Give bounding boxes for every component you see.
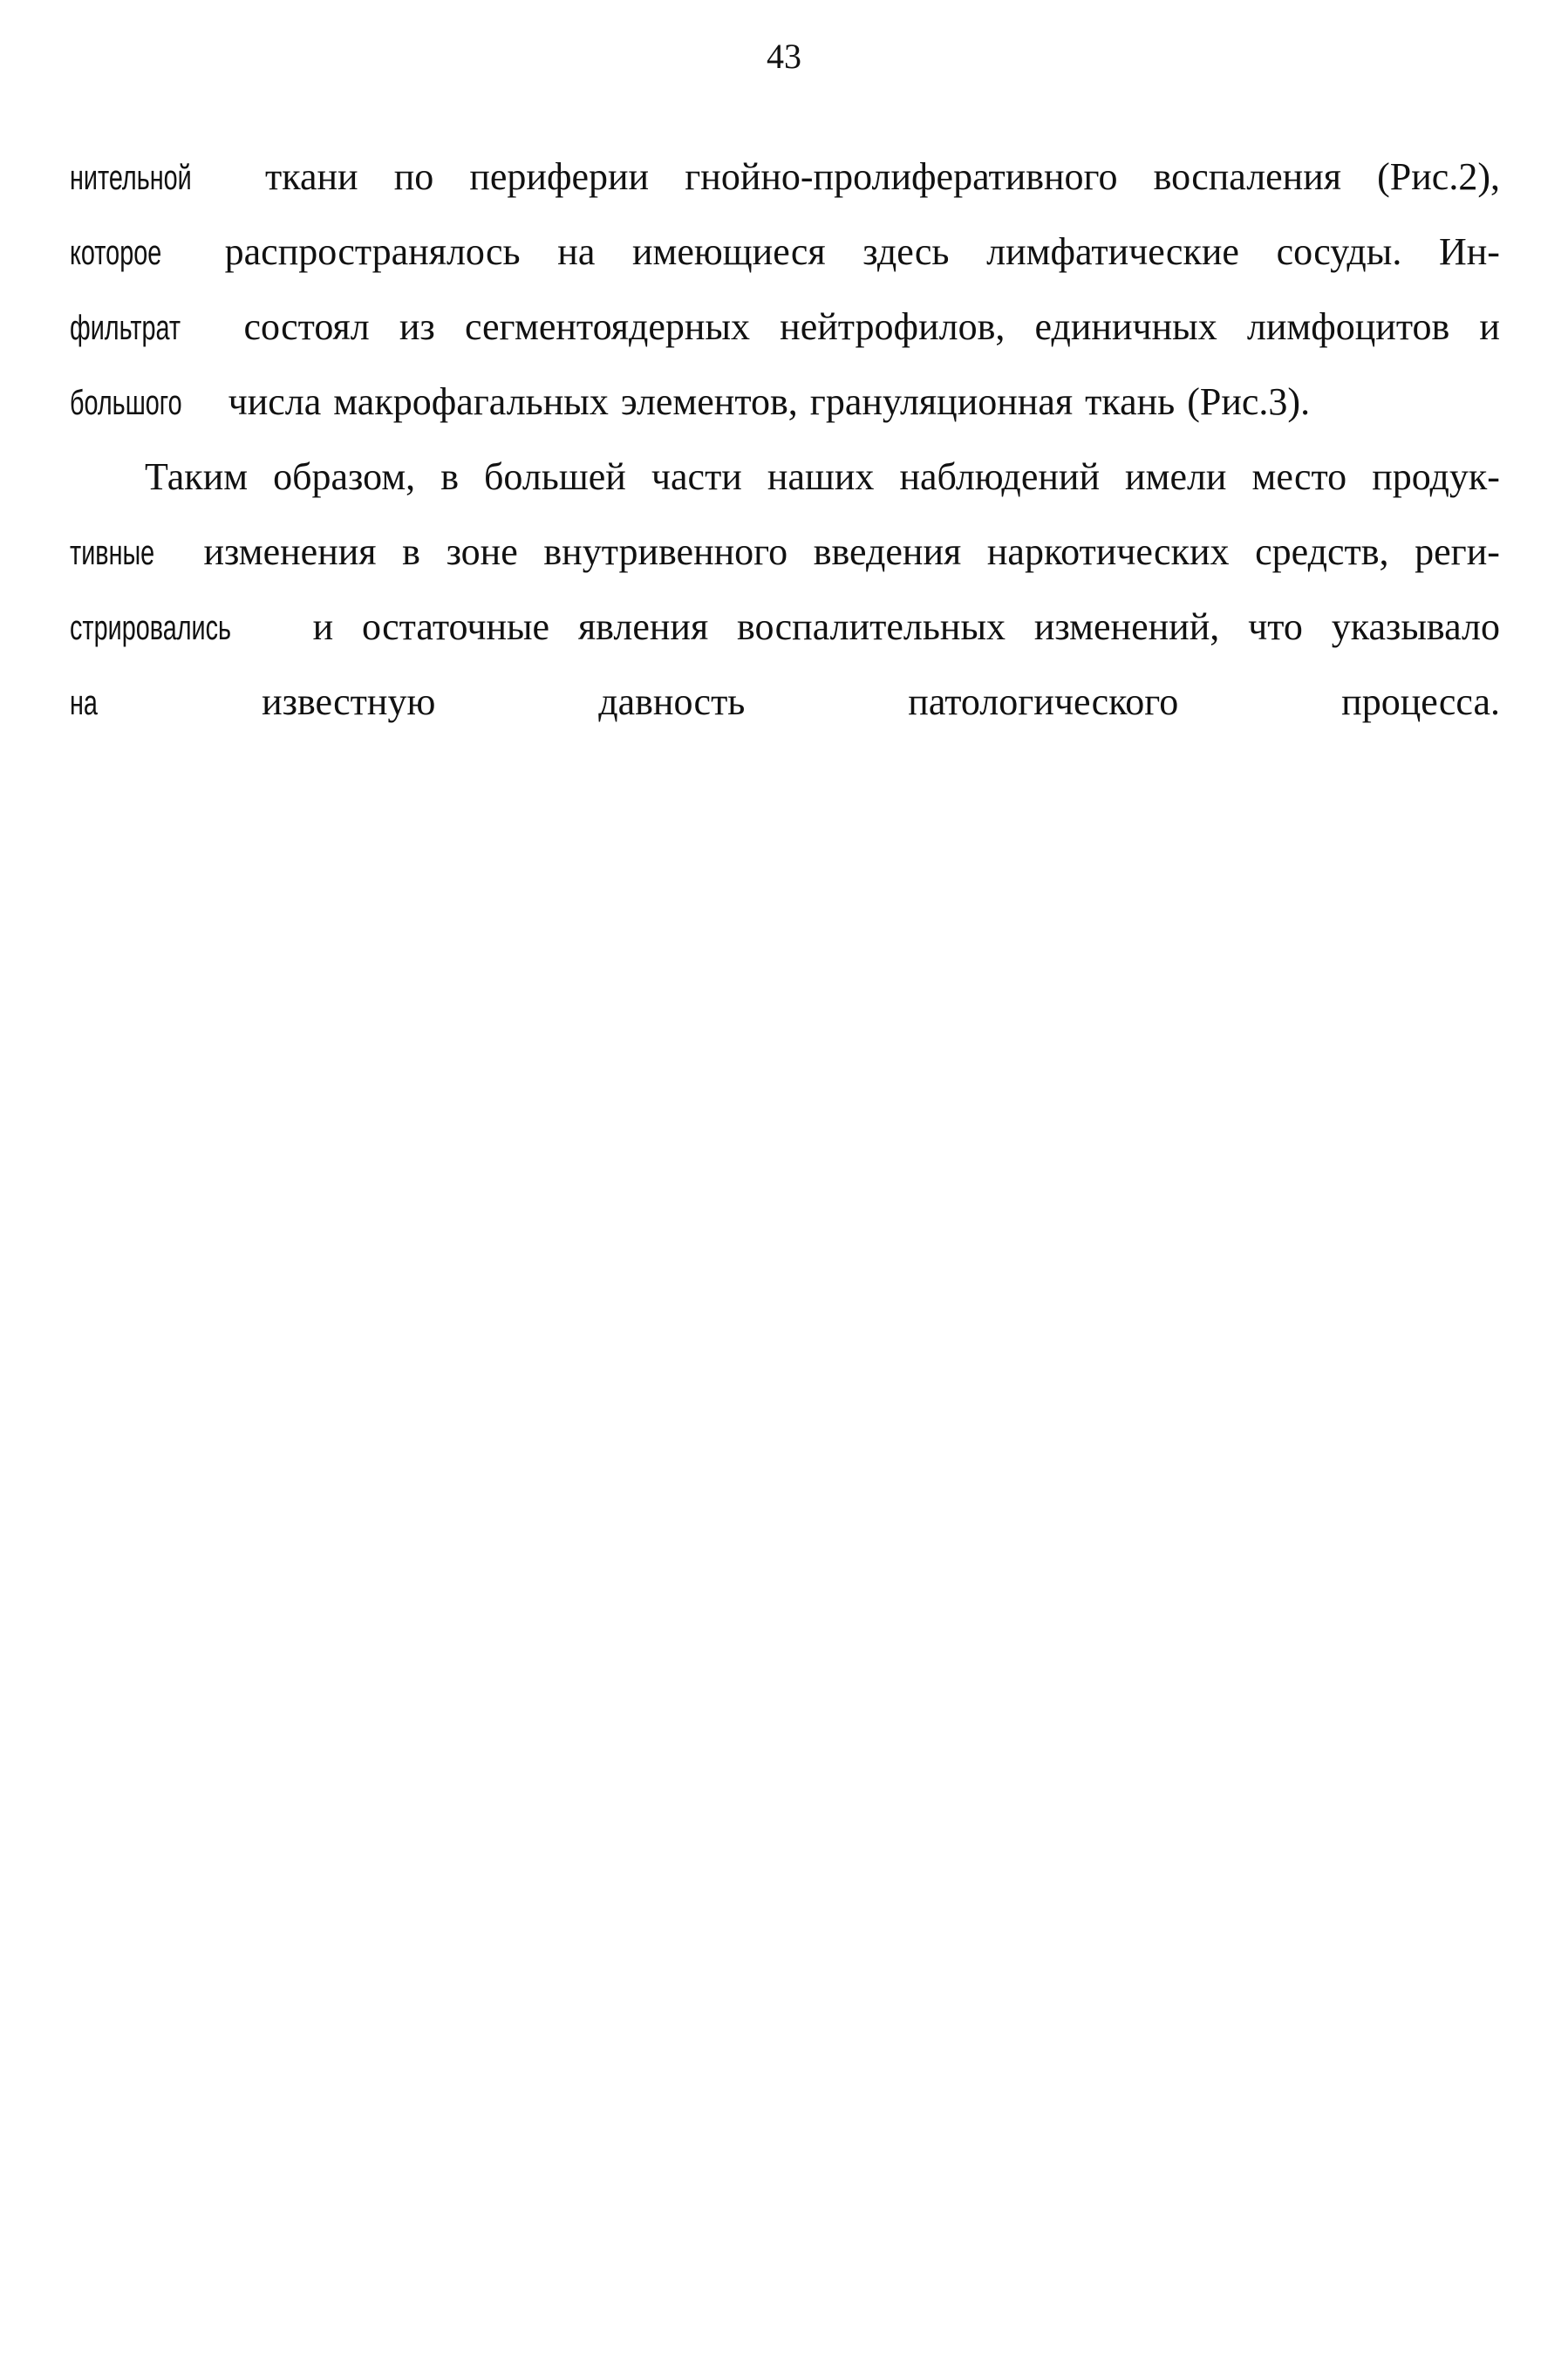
word: части [651,455,742,498]
word: периферии [469,155,650,198]
word: из [399,305,435,348]
text-line [70,590,1500,665]
document-body [70,140,1500,740]
word: изменения [203,530,377,573]
word: воспалительных [737,605,1006,648]
word: остаточные [362,605,550,648]
word: внутривенного [543,530,788,573]
word: тивные [70,534,155,572]
text-line [70,440,1500,515]
word: зоне [446,530,518,573]
word: единичных [1034,305,1217,348]
word: распространялось [224,230,521,273]
word: имели [1125,455,1227,498]
word: на [70,684,98,722]
word: ткани [265,155,358,198]
word: место [1251,455,1347,498]
word: продук- [1372,455,1500,498]
word: на [557,230,596,273]
word: и [1479,305,1500,348]
word: нительной [70,159,192,197]
word: числа [228,380,322,423]
word: давность [598,680,746,723]
word: сегментоядерных [464,305,751,348]
text-line [70,365,1500,440]
word: процесса. [1341,680,1500,723]
word: Ин- [1438,230,1500,273]
word: наркотических [986,530,1230,573]
word: (Рис.2), [1377,155,1500,198]
word: лимфатические [986,230,1239,273]
word: известную [262,680,436,723]
word: ткань [1085,380,1176,423]
word: воспаления [1153,155,1342,198]
word: нейтрофилов, [780,305,1006,348]
word: сосуды. [1276,230,1402,273]
word: патологического [908,680,1179,723]
word: фильтрат [70,309,181,347]
word: которое [70,234,162,272]
word: реги- [1415,530,1500,573]
word: в [402,530,420,573]
page-number: 43 [767,37,801,76]
word: грануляционная [809,380,1074,423]
word: введения [813,530,962,573]
word: и [312,605,334,648]
word: указывало [1331,605,1500,648]
text-line [70,665,1500,740]
word: наблюдений [899,455,1100,498]
word: в [440,455,459,498]
word: (Рис.3). [1187,380,1311,423]
word: что [1248,605,1303,648]
word: гнойно-пролиферативного [685,155,1118,198]
word: стрировались [70,609,232,647]
word: элементов, [620,380,798,423]
word: наших [767,455,875,498]
word: явления [577,605,709,648]
word: имеющиеся [632,230,826,273]
paragraph-1 [70,140,1500,440]
word: образом, [273,455,416,498]
word: средств, [1255,530,1389,573]
text-line [70,140,1500,215]
text-line [70,290,1500,365]
word: макрофагальных [333,380,609,423]
word: Таким [145,455,249,498]
word: лимфоцитов [1246,305,1450,348]
text-line [70,215,1500,290]
paragraph-2 [70,440,1500,740]
word: состоял [243,305,370,348]
word: здесь [862,230,950,273]
text-line [70,515,1500,590]
word: большей [484,455,626,498]
word: по [393,155,434,198]
word: большого [70,384,182,422]
word: изменений, [1033,605,1220,648]
